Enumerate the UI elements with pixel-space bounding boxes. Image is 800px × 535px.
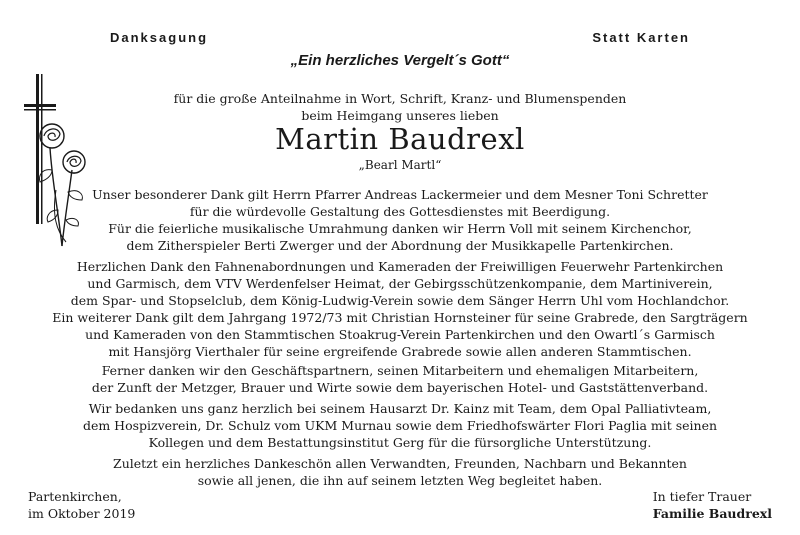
deceased-name: Martin Baudrexl — [275, 122, 525, 156]
paragraph-line: Ein weiterer Dank gilt dem Jahrgang 1972/73 mit Christian Hornsteiner für seine Grabrede, den Sargträgern — [52, 310, 748, 325]
paragraph-line: Herzlichen Dank den Fahnenabordnungen und Kameraden der Freiwilligen Feuerwehr Partenkirchen — [76, 259, 724, 274]
paragraph-line: Zuletzt ein herzliches Dankeschön allen Verwandten, Freunden, Nachbarn und Bekannten — [113, 456, 687, 471]
paragraph-line: für die würdevolle Gestaltung des Gottesdienstes mit Beerdigung. — [189, 204, 611, 219]
mourning-phrase: In tiefer Trauer — [652, 489, 752, 504]
header-statt-karten: Statt Karten — [592, 30, 690, 45]
deceased-nickname: „Bearl Martl“ — [358, 158, 442, 172]
family-name: Familie Baudrexl — [652, 506, 772, 521]
place: Partenkirchen, — [28, 489, 122, 504]
paragraph-1 — [0, 186, 800, 254]
paragraph-line: Kollegen und dem Bestattungsinstitut Gerg für die fürsorgliche Unterstützung. — [148, 435, 652, 450]
paragraph-line: Für die feierliche musikalische Umrahmung danken wir Herrn Voll mit seinem Kirchenchor, — [108, 221, 692, 236]
intro-text — [0, 90, 800, 124]
paragraph-line: Unser besonderer Dank gilt Herrn Pfarrer Andreas Lackermeier und dem Mesner Toni Schretter — [92, 187, 708, 202]
intro-line: beim Heimgang unseres lieben — [301, 108, 499, 123]
signature — [653, 488, 772, 522]
paragraph-line: Ferner danken wir den Geschäftspartnern, seinen Mitarbeitern und ehemaligen Mitarbeitern, — [101, 363, 699, 378]
place-date — [28, 488, 135, 522]
paragraph-5 — [0, 455, 800, 489]
paragraph-line: und Garmisch, dem VTV Werdenfelser Heimat, der Gebirgsschützenkompanie, dem Martiniverein, — [87, 276, 713, 291]
paragraph-line: Wir bedanken uns ganz herzlich bei seinem Hausarzt Dr. Kainz mit Team, dem Opal Palliativteam, — [88, 401, 712, 416]
paragraph-line: sowie all jenen, die ihn auf seinem letzten Weg begleitet haben. — [197, 473, 603, 488]
paragraph-line: der Zunft der Metzger, Brauer und Wirte sowie dem bayerischen Hotel- und Gaststättenverband. — [91, 380, 709, 395]
paragraph-line: und Kameraden von den Stammtischen Stoakrug-Verein Partenkirchen und den Owartl´s Garmisch — [85, 327, 715, 342]
paragraph-line: dem Spar- und Stopselclub, dem König-Ludwig-Verein sowie dem Sänger Herrn Uhl vom Hochlandchor. — [70, 293, 730, 308]
paragraph-3 — [0, 362, 800, 396]
paragraph-4 — [0, 400, 800, 451]
paragraph-line: dem Hospizverein, Dr. Schulz vom UKM Murnau sowie dem Friedhofswärter Flori Paglia mit seinen — [82, 418, 718, 433]
motto: „Ein herzliches Vergelt´s Gott“ — [290, 52, 510, 69]
header-danksagung: Danksagung — [110, 30, 209, 45]
intro-line: für die große Anteilnahme in Wort, Schrift, Kranz- und Blumenspenden — [173, 91, 627, 106]
paragraph-line: mit Hansjörg Vierthaler für seine ergreifende Grabrede sowie allen anderen Stammtischen. — [108, 344, 692, 359]
paragraph-line: dem Zitherspieler Berti Zwerger und der Abordnung der Musikkapelle Partenkirchen. — [126, 238, 674, 253]
date: im Oktober 2019 — [28, 506, 136, 521]
paragraph-2 — [0, 258, 800, 360]
